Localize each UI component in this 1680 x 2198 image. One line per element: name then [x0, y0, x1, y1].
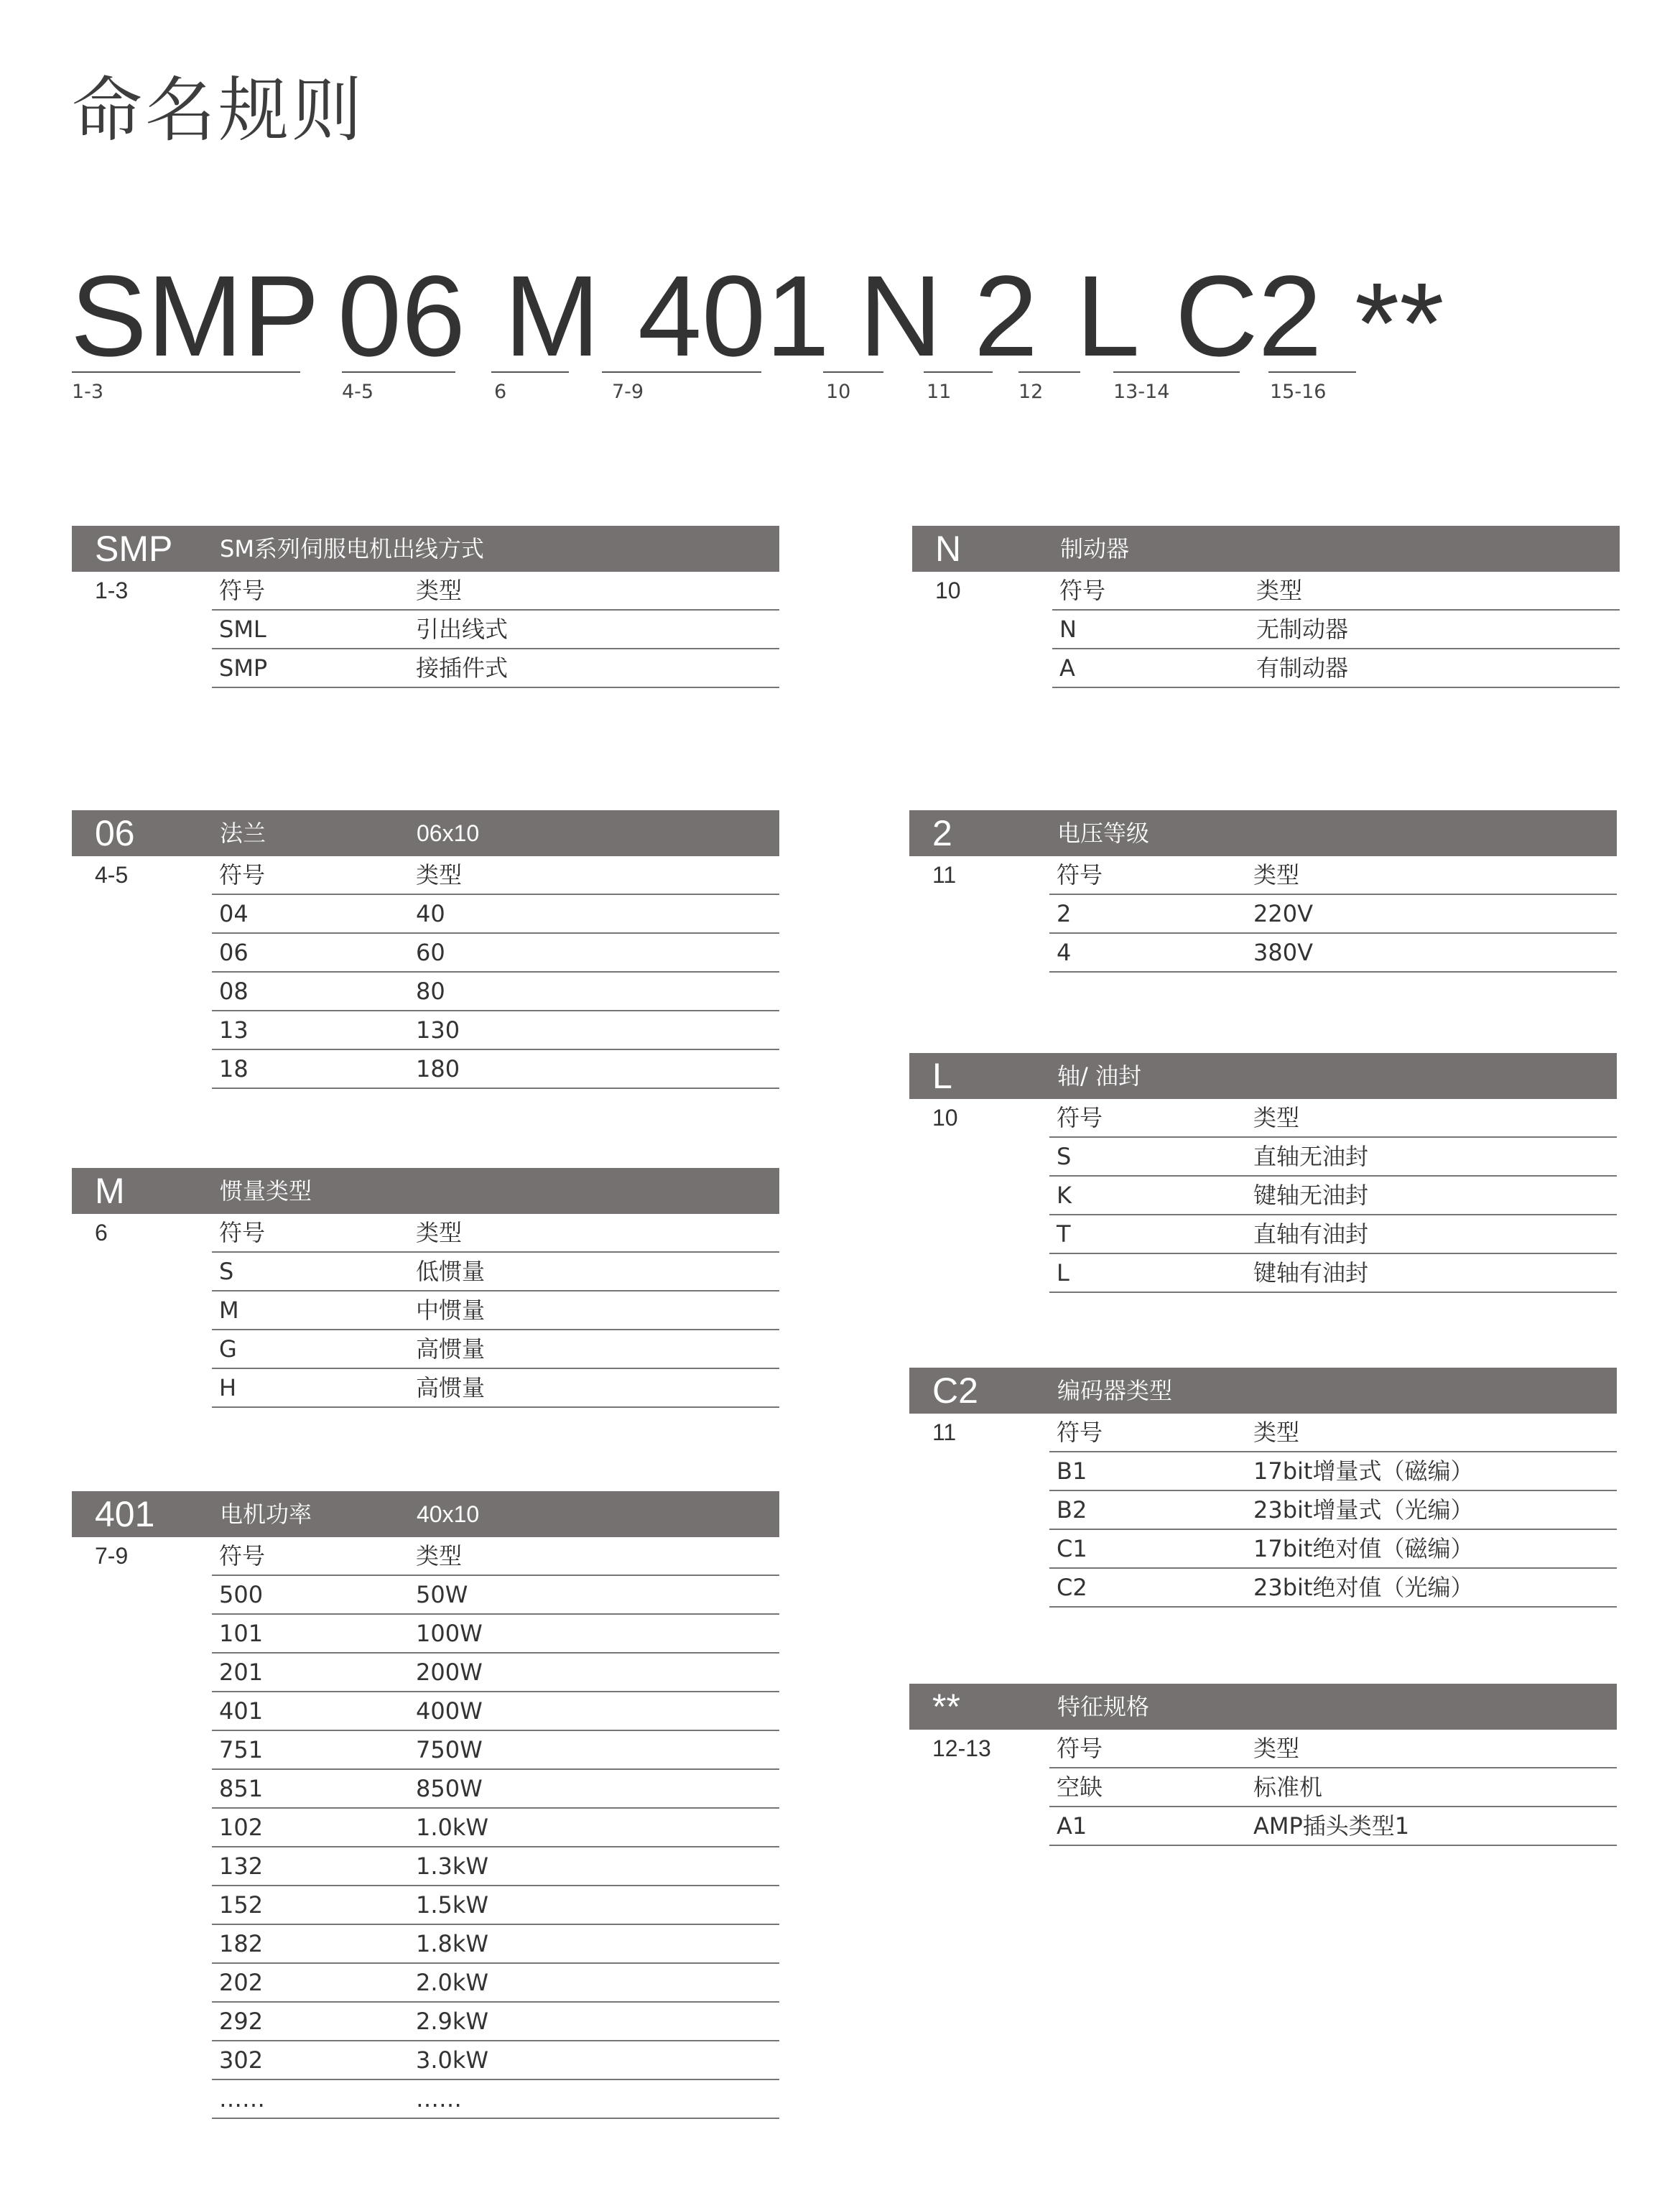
code-position: 15-16: [1270, 381, 1327, 403]
code-position: 7-9: [612, 381, 644, 403]
code-underline: [823, 371, 883, 373]
row-symbol: G: [219, 1335, 237, 1363]
code-segment-series: SMP: [70, 251, 320, 380]
row-type: 17bit增量式（磁编）: [1253, 1457, 1474, 1485]
row-symbol: H: [219, 1374, 237, 1401]
table-row: [212, 1292, 779, 1330]
row-type: 直轴无油封: [1253, 1143, 1369, 1170]
table-header-row: [212, 856, 779, 895]
table-row: [1052, 649, 1620, 688]
section-position: 6: [95, 1220, 108, 1246]
row-symbol: 202: [219, 1969, 264, 1996]
column-header-symbol: 符号: [1057, 1419, 1103, 1446]
table-row: [1049, 1491, 1617, 1530]
section-header: [72, 1491, 779, 1537]
code-position: 11: [927, 381, 952, 403]
row-type: 高惯量: [416, 1335, 486, 1363]
section-title: 特征规格: [1057, 1693, 1150, 1720]
row-symbol: A: [1059, 654, 1075, 682]
row-type: 1.5kW: [416, 1891, 489, 1919]
table-header-row: [1049, 1099, 1617, 1138]
code-underline: [1018, 371, 1080, 373]
row-symbol: 292: [219, 2008, 264, 2035]
page-title: 命名规则: [72, 70, 366, 152]
table-row: [212, 611, 779, 649]
table-header-row: [212, 1537, 779, 1576]
column-header-type: 类型: [416, 1219, 463, 1246]
row-symbol: 102: [219, 1814, 264, 1841]
section-title: 编码器类型: [1057, 1377, 1173, 1404]
code-underline: [342, 371, 455, 373]
code-position: 10: [826, 381, 851, 403]
row-symbol: N: [1059, 616, 1077, 643]
table-header-row: [1049, 1730, 1617, 1768]
row-type: 23bit增量式（光编）: [1253, 1496, 1474, 1524]
section-table: [212, 572, 779, 688]
table-row: [212, 1050, 779, 1089]
table-row: [1049, 1138, 1617, 1177]
row-type: 400W: [416, 1697, 483, 1725]
table-row: [1049, 1452, 1617, 1491]
code-position: 6: [494, 381, 507, 403]
code-underline: [602, 371, 761, 373]
row-symbol: 132: [219, 1852, 264, 1880]
row-symbol: 500: [219, 1581, 264, 1608]
section-code: SMP: [95, 529, 173, 569]
row-symbol: B1: [1057, 1457, 1087, 1485]
table-row: [212, 1847, 779, 1886]
table-row: [212, 2080, 779, 2119]
table-row: [212, 1692, 779, 1731]
row-symbol: 18: [219, 1055, 249, 1082]
section-table: [1049, 856, 1617, 973]
table-row: [1052, 611, 1620, 649]
column-header-type: 类型: [1256, 577, 1303, 604]
section-header: [909, 1368, 1617, 1414]
row-type: 100W: [416, 1620, 483, 1647]
row-type: 180: [416, 1055, 460, 1082]
table-row: [1049, 934, 1617, 973]
code-segment-inertia: M: [504, 251, 600, 380]
row-type: 3.0kW: [416, 2046, 489, 2074]
table-header-row: [212, 572, 779, 611]
column-header-symbol: 符号: [1057, 861, 1103, 889]
table-row: [212, 1654, 779, 1692]
column-header-symbol: 符号: [219, 861, 266, 889]
row-type: ……: [416, 2085, 462, 2113]
row-type: AMP插头类型1: [1253, 1812, 1410, 1840]
row-symbol: 152: [219, 1891, 264, 1919]
row-symbol: T: [1057, 1220, 1071, 1248]
row-type: 60: [416, 939, 445, 966]
row-type: 130: [416, 1016, 460, 1044]
section-table: [212, 1214, 779, 1408]
row-symbol: SML: [219, 616, 266, 643]
table-header-row: [1049, 856, 1617, 895]
table-row: [1049, 1768, 1617, 1807]
table-row: [1049, 1215, 1617, 1254]
table-row: [212, 1576, 779, 1615]
table-row: [212, 1925, 779, 1964]
table-header-row: [212, 1214, 779, 1253]
section-title: SM系列伺服电机出线方式: [220, 535, 484, 562]
section-code: L: [932, 1056, 952, 1096]
table-row: [212, 1011, 779, 1050]
row-symbol: S: [219, 1258, 234, 1285]
row-type: 引出线式: [416, 616, 509, 643]
section-code: C2: [932, 1371, 978, 1411]
column-header-symbol: 符号: [219, 577, 266, 604]
row-symbol: 2: [1057, 900, 1072, 927]
row-type: 23bit绝对值（光编）: [1253, 1574, 1474, 1601]
row-type: 标准机: [1253, 1773, 1323, 1801]
code-position: 12: [1018, 381, 1044, 403]
row-type: 有制动器: [1256, 654, 1349, 682]
table-row: [212, 649, 779, 688]
code-position: 1-3: [72, 381, 104, 403]
row-type: 中惯量: [416, 1297, 486, 1324]
code-underline: [924, 371, 993, 373]
row-symbol: K: [1057, 1182, 1072, 1209]
code-underline: [491, 371, 569, 373]
row-symbol: 302: [219, 2046, 264, 2074]
column-header-type: 类型: [1253, 1419, 1300, 1446]
row-type: 低惯量: [416, 1258, 486, 1285]
row-symbol: ……: [219, 2085, 265, 2113]
row-symbol: C2: [1057, 1574, 1087, 1601]
code-underline: [72, 371, 300, 373]
section-table: [1052, 572, 1620, 688]
row-symbol: 04: [219, 900, 249, 927]
table-row: [212, 1770, 779, 1809]
row-symbol: 06: [219, 939, 249, 966]
section-extra: 40x10: [417, 1501, 480, 1527]
row-symbol: L: [1057, 1259, 1069, 1286]
section-code: N: [935, 529, 962, 569]
row-symbol: 201: [219, 1659, 264, 1686]
column-header-symbol: 符号: [1057, 1104, 1103, 1131]
code-segment-brake: N: [859, 251, 942, 380]
section-title: 电机功率: [220, 1501, 312, 1528]
row-type: 直轴有油封: [1253, 1220, 1369, 1248]
column-header-type: 类型: [416, 577, 463, 604]
code-segment-shaft: L: [1076, 251, 1140, 380]
column-header-type: 类型: [1253, 1104, 1300, 1131]
table-header-row: [1049, 1414, 1617, 1452]
row-symbol: 751: [219, 1736, 264, 1763]
table-row: [1049, 895, 1617, 934]
column-header-symbol: 符号: [219, 1219, 266, 1246]
row-type: 50W: [416, 1581, 468, 1608]
section-header: [909, 1684, 1617, 1730]
row-type: 850W: [416, 1775, 483, 1802]
table-row: [212, 1369, 779, 1408]
table-row: [212, 1615, 779, 1654]
section-table: [212, 1537, 779, 2119]
section-header: [72, 1168, 779, 1214]
row-symbol: 13: [219, 1016, 249, 1044]
row-type: 80: [416, 978, 445, 1005]
code-segment-flange: 06: [338, 251, 465, 380]
row-symbol: 101: [219, 1620, 264, 1647]
row-symbol: S: [1057, 1143, 1072, 1170]
row-symbol: 08: [219, 978, 249, 1005]
code-segment-voltage: 2: [974, 251, 1038, 380]
section-position: 10: [935, 578, 961, 603]
row-symbol: SMP: [219, 654, 268, 682]
row-type: 1.3kW: [416, 1852, 489, 1880]
row-symbol: M: [219, 1297, 239, 1324]
table-row: [212, 1731, 779, 1770]
code-position: 4-5: [342, 381, 374, 403]
section-table: [212, 856, 779, 1089]
section-title: 电压等级: [1057, 820, 1150, 847]
table-row: [1049, 1530, 1617, 1569]
section-code: 06: [95, 813, 135, 853]
row-type: 高惯量: [416, 1374, 486, 1401]
section-title: 惯量类型: [220, 1177, 312, 1205]
section-header: [909, 810, 1617, 856]
section-position: 7-9: [95, 1543, 129, 1569]
column-header-type: 类型: [1253, 1735, 1300, 1762]
section-header: [72, 810, 779, 856]
section-position: 11: [932, 1419, 957, 1445]
section-position: 11: [932, 862, 957, 888]
row-symbol: A1: [1057, 1812, 1087, 1840]
section-title: 轴/ 油封: [1057, 1062, 1141, 1090]
row-type: 380V: [1253, 939, 1313, 966]
column-header-type: 类型: [1253, 861, 1300, 889]
section-position: 4-5: [95, 862, 129, 888]
row-type: 750W: [416, 1736, 483, 1763]
section-title: 制动器: [1060, 535, 1130, 562]
row-symbol: 851: [219, 1775, 264, 1802]
section-code: **: [932, 1687, 960, 1727]
row-symbol: 4: [1057, 939, 1072, 966]
section-header: [909, 1053, 1617, 1099]
row-type: 40: [416, 900, 445, 927]
table-row: [212, 973, 779, 1011]
table-row: [212, 1886, 779, 1925]
row-type: 2.0kW: [416, 1969, 489, 1996]
row-symbol: B2: [1057, 1496, 1087, 1524]
table-row: [212, 934, 779, 973]
column-header-type: 类型: [416, 861, 463, 889]
row-symbol: 182: [219, 1930, 264, 1957]
row-symbol: C1: [1057, 1535, 1087, 1562]
row-type: 2.9kW: [416, 2008, 489, 2035]
row-type: 1.8kW: [416, 1930, 489, 1957]
row-type: 200W: [416, 1659, 483, 1686]
table-row: [1049, 1254, 1617, 1293]
row-type: 17bit绝对值（磁编）: [1253, 1535, 1474, 1562]
row-type: 接插件式: [416, 654, 509, 682]
section-title: 法兰: [220, 820, 266, 847]
section-extra: 06x10: [417, 820, 480, 846]
row-type: 键轴无油封: [1253, 1182, 1369, 1209]
code-underline: [1268, 371, 1356, 373]
column-header-type: 类型: [416, 1542, 463, 1569]
section-code: M: [95, 1171, 125, 1211]
section-position: 1-3: [95, 578, 129, 603]
row-type: 无制动器: [1256, 616, 1349, 643]
section-header: [912, 526, 1620, 572]
section-table: [1049, 1099, 1617, 1293]
column-header-symbol: 符号: [1059, 577, 1106, 604]
code-position: 13-14: [1113, 381, 1170, 403]
table-row: [1049, 1569, 1617, 1608]
table-header-row: [1052, 572, 1620, 611]
table-row: [212, 1253, 779, 1292]
table-row: [212, 1330, 779, 1369]
table-row: [212, 2003, 779, 2041]
code-segment-power: 401: [638, 251, 830, 380]
code-underline: [1113, 371, 1240, 373]
row-type: 220V: [1253, 900, 1313, 927]
section-position: 12-13: [932, 1735, 991, 1761]
table-row: [1049, 1807, 1617, 1846]
column-header-symbol: 符号: [219, 1542, 266, 1569]
row-symbol: 空缺: [1057, 1773, 1103, 1801]
row-type: 1.0kW: [416, 1814, 489, 1841]
column-header-symbol: 符号: [1057, 1735, 1103, 1762]
section-table: [1049, 1414, 1617, 1608]
section-position: 10: [932, 1105, 958, 1131]
section-table: [1049, 1730, 1617, 1846]
row-symbol: 401: [219, 1697, 264, 1725]
code-segment-encoder: C2: [1175, 251, 1322, 380]
row-type: 键轴有油封: [1253, 1259, 1369, 1286]
section-code: 2: [932, 813, 952, 853]
section-code: 401: [95, 1494, 155, 1534]
table-row: [212, 895, 779, 934]
table-row: [1049, 1177, 1617, 1215]
code-segment-feature: **: [1355, 259, 1444, 387]
table-row: [212, 1964, 779, 2003]
table-row: [212, 1809, 779, 1847]
table-row: [212, 2041, 779, 2080]
section-header: [72, 526, 779, 572]
